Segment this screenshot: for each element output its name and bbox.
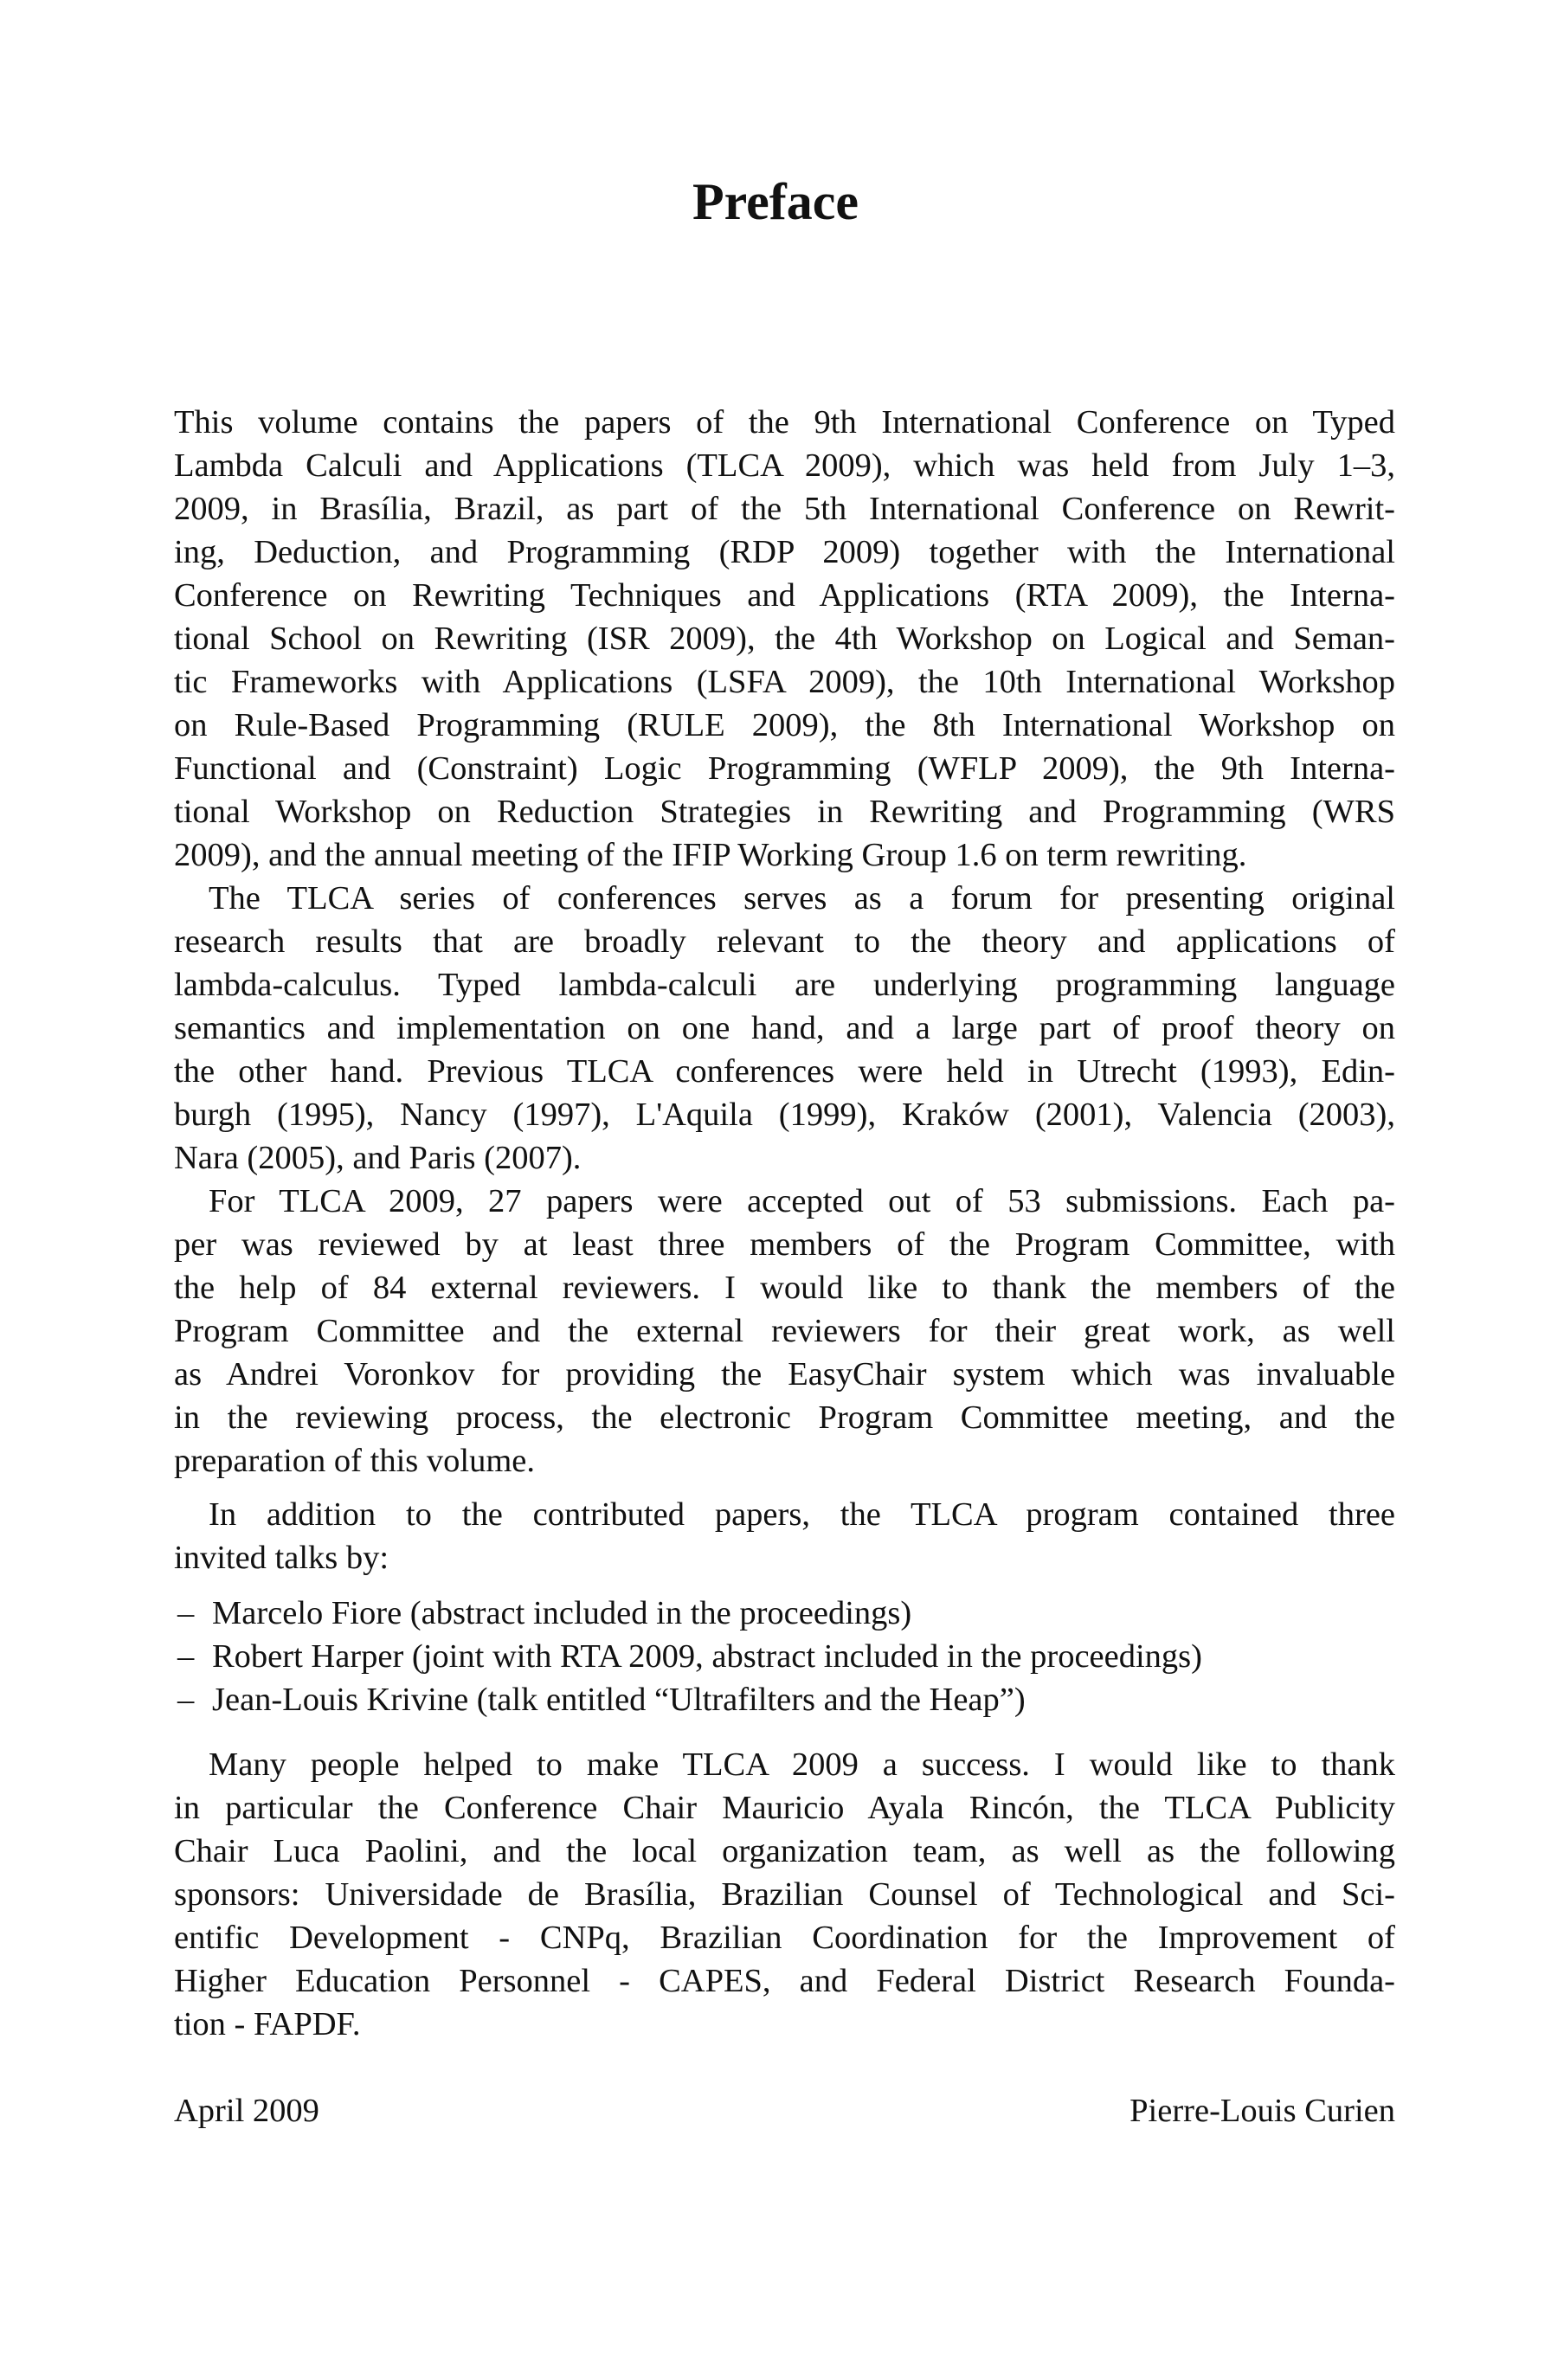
text-line: semantics and implementation on one hand, and a large part of proof theory on <box>174 1010 1395 1046</box>
text-line: on Rule-Based Programming (RULE 2009), the 8th International Workshop on <box>174 707 1395 743</box>
text-line: In addition to the contributed papers, the TLCA program contained three <box>209 1496 1395 1533</box>
list-item-text: Marcelo Fiore (abstract included in the proceedings) <box>212 1595 912 1631</box>
text-line: research results that are broadly relevant to the theory and applications of <box>174 923 1395 960</box>
text-line: the other hand. Previous TLCA conferences were held in Utrecht (1993), Edin- <box>174 1053 1395 1090</box>
signature-footer <box>174 2089 1395 2132</box>
text-line: ing, Deduction, and Programming (RDP 2009) together with the International <box>174 534 1395 570</box>
text-line: as Andrei Voronkov for providing the EasyChair system which was invaluable <box>174 1356 1395 1393</box>
text-line: per was reviewed by at least three members of the Program Committee, with <box>174 1226 1395 1263</box>
text-line: Lambda Calculi and Applications (TLCA 2009), which was held from July 1–3, <box>174 447 1395 484</box>
paragraph <box>174 1180 1395 1483</box>
text-line: Functional and (Constraint) Logic Programming (WFLP 2009), the 9th Interna- <box>174 750 1395 787</box>
text-line: Conference on Rewriting Techniques and Applications (RTA 2009), the Interna- <box>174 577 1395 614</box>
dash-bullet-icon: – <box>177 1638 195 1675</box>
text-line: The TLCA series of conferences serves as a forum for presenting original <box>209 880 1395 917</box>
text-line: lambda-calculus. Typed lambda-calculi are underlying programming language <box>174 967 1395 1003</box>
preface-body <box>174 401 1395 2132</box>
text-line: the help of 84 external reviewers. I would like to thank the members of the <box>174 1270 1395 1306</box>
paragraph <box>174 401 1395 877</box>
paragraph <box>174 877 1395 1180</box>
text-line: sponsors: Universidade de Brasília, Brazilian Counsel of Technological and Sci- <box>174 1876 1395 1913</box>
paragraphs-after-list <box>174 1743 1395 2046</box>
paragraph <box>174 1493 1395 1579</box>
text-line: Chair Luca Paolini, and the local organization team, as well as the following <box>174 1833 1395 1869</box>
text-line: entific Development - CNPq, Brazilian Coordination for the Improvement of <box>174 1920 1395 1956</box>
text-line: Higher Education Personnel - CAPES, and Federal District Research Founda- <box>174 1963 1395 1999</box>
text-line: preparation of this volume. <box>174 1443 535 1479</box>
text-line: in the reviewing process, the electronic Program Committee meeting, and the <box>174 1399 1395 1436</box>
dash-bullet-icon: – <box>177 1595 195 1631</box>
text-line: 2009, in Brasília, Brazil, as part of the 5th International Conference on Rewrit- <box>174 491 1395 527</box>
page-title: Preface <box>692 173 859 230</box>
list-item-text: Robert Harper (joint with RTA 2009, abstract included in the proceedings) <box>212 1638 1202 1675</box>
paragraphs-before-list <box>174 401 1395 1579</box>
list-item <box>174 1678 1395 1721</box>
text-line: tion - FAPDF. <box>174 2006 361 2042</box>
text-line: tic Frameworks with Applications (LSFA 2009), the 10th International Workshop <box>174 664 1395 700</box>
list-item-text: Jean-Louis Krivine (talk entitled “Ultrafilters and the Heap”) <box>212 1682 1026 1718</box>
list-item <box>174 1592 1395 1635</box>
text-line: tional School on Rewriting (ISR 2009), the 4th Workshop on Logical and Seman- <box>174 621 1395 657</box>
date: April 2009 <box>174 2093 319 2129</box>
dash-bullet-icon: – <box>177 1682 195 1718</box>
text-line: in particular the Conference Chair Mauricio Ayala Rincón, the TLCA Publicity <box>174 1790 1395 1826</box>
text-line: Many people helped to make TLCA 2009 a success. I would like to thank <box>209 1746 1395 1783</box>
text-line: Nara (2005), and Paris (2007). <box>174 1140 582 1176</box>
invited-talks-list <box>174 1592 1395 1721</box>
paragraph <box>174 1743 1395 2046</box>
text-line: tional Workshop on Reduction Strategies in Rewriting and Programming (WRS <box>174 794 1395 830</box>
text-line: For TLCA 2009, 27 papers were accepted out of 53 submissions. Each pa- <box>209 1183 1395 1219</box>
author-name: Pierre-Louis Curien <box>1129 2093 1395 2129</box>
text-line: burgh (1995), Nancy (1997), L'Aquila (1999), Kraków (2001), Valencia (2003), <box>174 1097 1395 1133</box>
list-item <box>174 1635 1395 1678</box>
text-line: invited talks by: <box>174 1540 389 1576</box>
text-line: 2009), and the annual meeting of the IFIP Working Group 1.6 on term rewriting. <box>174 837 1247 873</box>
text-line: This volume contains the papers of the 9th International Conference on Typed <box>174 404 1395 441</box>
text-line: Program Committee and the external reviewers for their great work, as well <box>174 1313 1395 1349</box>
